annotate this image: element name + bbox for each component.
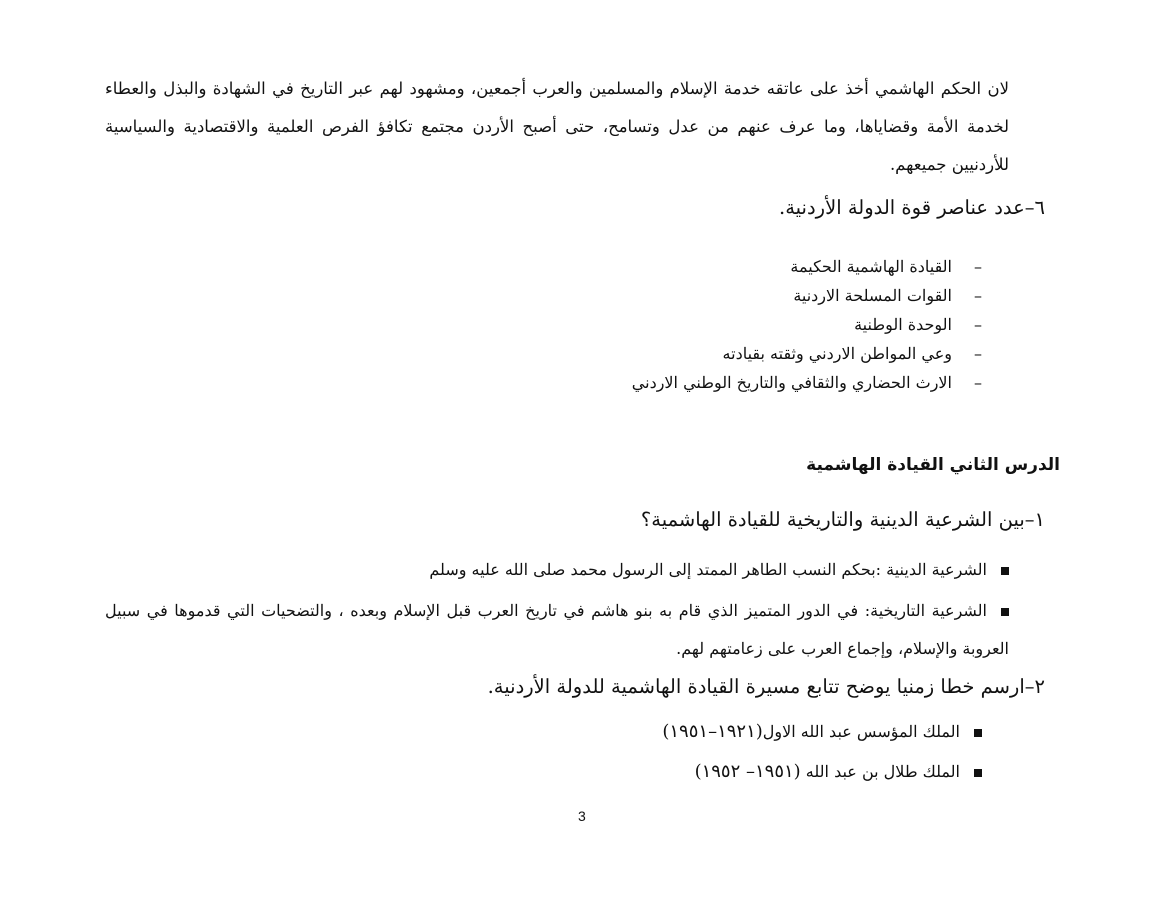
dash-bullet: –	[974, 344, 982, 363]
dash-bullet: –	[974, 373, 982, 392]
king-item	[662, 717, 982, 747]
historical-legitimacy-text: الشرعية التاريخية: في الدور المتميز الذي قام به بنو هاشم في تاريخ العرب قبل الإسلام وبعده ، والتضحيات التي قدموها في سبيل العروبة والإسلام، وإجماع العرب على زعامتهم لهم.	[105, 601, 1009, 658]
religious-legitimacy-text: الشرعية الدينية :بحكم النسب الطاهر الممتد إلى الرسول محمد صلى الله عليه وسلم	[429, 560, 987, 579]
list-item	[632, 281, 982, 310]
king-name: الملك المؤسس عبد الله الاول	[762, 722, 960, 741]
list-item-text: وعي المواطن الاردني وثقته بقيادته	[722, 344, 952, 363]
dash-bullet: –	[974, 257, 982, 276]
square-bullet-icon	[974, 769, 982, 777]
king-name: الملك طلال بن عبد الله	[805, 762, 960, 781]
historical-legitimacy-item	[105, 592, 1009, 668]
list-item	[632, 310, 982, 339]
question-6: ٦–عدد عناصر قوة الدولة الأردنية.	[779, 196, 1045, 219]
list-item	[632, 368, 982, 397]
square-bullet-icon	[1001, 567, 1009, 575]
square-bullet-icon	[1001, 608, 1009, 616]
intro-paragraph: لان الحكم الهاشمي أخذ على عاتقه خدمة الإسلام والمسلمين والعرب أجمعين، ومشهود لهم عبر التاريخ في الشهادة والبذل والعطاء لخدمة الأمة وقضاياها، وما عرف عنهم من عدل وتسامح، حتى أصبح الأردن مجتمع تكافؤ الفرص العلمية والاقتصادية والسياسية للأردنيين جميعهم.	[105, 79, 1009, 174]
dash-bullet: –	[974, 315, 982, 334]
list-item	[632, 339, 982, 368]
page-number: 3	[578, 808, 586, 824]
list-item	[632, 252, 982, 281]
square-bullet-icon	[974, 729, 982, 737]
lesson-title: الدرس الثاني القيادة الهاشمية	[806, 455, 1060, 475]
king-years: (١٩٥١– ١٩٥٢)	[694, 761, 801, 782]
question-1: ١–بين الشرعية الدينية والتاريخية للقيادة الهاشمية؟	[640, 508, 1045, 531]
dash-bullet: –	[974, 286, 982, 305]
question-2: ٢–ارسم خطا زمنيا يوضح تتابع مسيرة القيادة الهاشمية للدولة الأردنية.	[487, 675, 1045, 698]
list-item-text: القيادة الهاشمية الحكيمة	[790, 257, 952, 276]
list-item-text: الارث الحضاري والثقافي والتاريخ الوطني الاردني	[631, 373, 952, 392]
king-item	[695, 757, 982, 787]
list-item-text: الوحدة الوطنية	[854, 315, 952, 334]
list-item-text: القوات المسلحة الاردنية	[793, 286, 952, 305]
religious-legitimacy-item	[429, 555, 1009, 585]
power-elements-list	[632, 252, 982, 397]
king-years: (١٩٢١–١٩٥١)	[662, 721, 763, 742]
